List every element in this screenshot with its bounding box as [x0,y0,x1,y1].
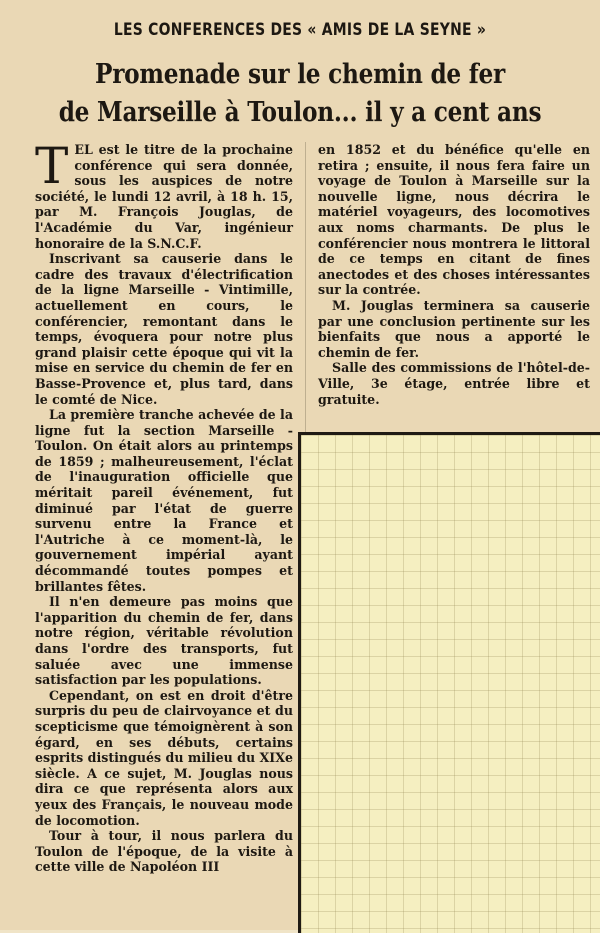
paragraph-1-text: EL est le titre de la prochaine conférence qui sera donnée, sous les auspices de notre société, le lundi 12 avril, à 18 h. 15, par M. François Jouglas, de l'Académie du Var, ingénieur honoraire de la S.N.C.F. [35,142,293,251]
paragraph-8: M. Jouglas terminera sa causerie par une conclusion pertinente sur les bienfaits que nous a apporté le chemin de fer. [318,297,590,360]
article-column-right [318,142,590,407]
headline-line-2: de Marseille à Toulon... il y a cent ans [58,97,542,128]
article-column-left [35,137,293,875]
paragraph-3: La première tranche achevée de la ligne fut la section Marseille - Toulon. On était alors au printemps de 1859 ; malheureusement, l'éclat de l'inauguration officielle que méritait pareil événement, fut diminué par l'état de guerre survenu entre la France et l'Autriche à ce moment-là, le gouvernement impérial ayant décommandé toutes pompes et brillantes fêtes. [35,407,293,594]
paragraph-7: en 1852 et du bénéfice qu'elle en retira ; ensuite, il nous fera faire un voyage de Toulon à Marseille sur la nouvelle ligne, nous décrira le matériel voyageurs, des locomotives aux noms charmants. De plus le conférencier nous montrera le littoral de ce temps en citant de fines anectodes et des choses intéressantes sur la contrée. [318,142,590,298]
paragraph-1 [35,137,293,251]
article-headline [42,56,558,132]
headline-line-1: Promenade sur le chemin de fer [94,59,506,90]
paragraph-2: Inscrivant sa causerie dans le cadre des travaux d'électrification de la ligne Marseille - Vintimille, actuellement en cours, le conférencier, remontant dans le temps, évoquera pour notre plus grand plaisir cette époque qui vit la mise en service du chemin de fer en Basse-Provence et, plus tard, dans le comté de Nice. [35,251,293,407]
paragraph-9: Salle des commissions de l'hôtel-de-Ville, 3e étage, entrée libre et gratuite. [318,360,590,407]
column-divider [305,142,306,432]
article-kicker: LES CONFERENCES DES « AMIS DE LA SEYNE » [113,20,487,40]
paragraph-5: Cependant, on est en droit d'être surpris du peu de clairvoyance et du scepticisme que témoignèrent à son égard, en ses débuts, certains esprits distingués du milieu du XIXe siècle. A ce sujet, M. Jouglas nous dira ce que représenta alors aux yeux des Français, le nouveau mode de locomotion. [35,687,293,828]
paragraph-6: Tour à tour, il nous parlera du Toulon de l'époque, de la visite à cette ville de Napoléon III [35,828,293,875]
grid-paper-background [298,432,600,933]
drop-cap: T [35,137,69,195]
paragraph-4: Il n'en demeure pas moins que l'apparition du chemin de fer, dans notre région, véritable révolution dans l'ordre des transports, fut saluée avec une immense satisfaction par les populations. [35,594,293,688]
